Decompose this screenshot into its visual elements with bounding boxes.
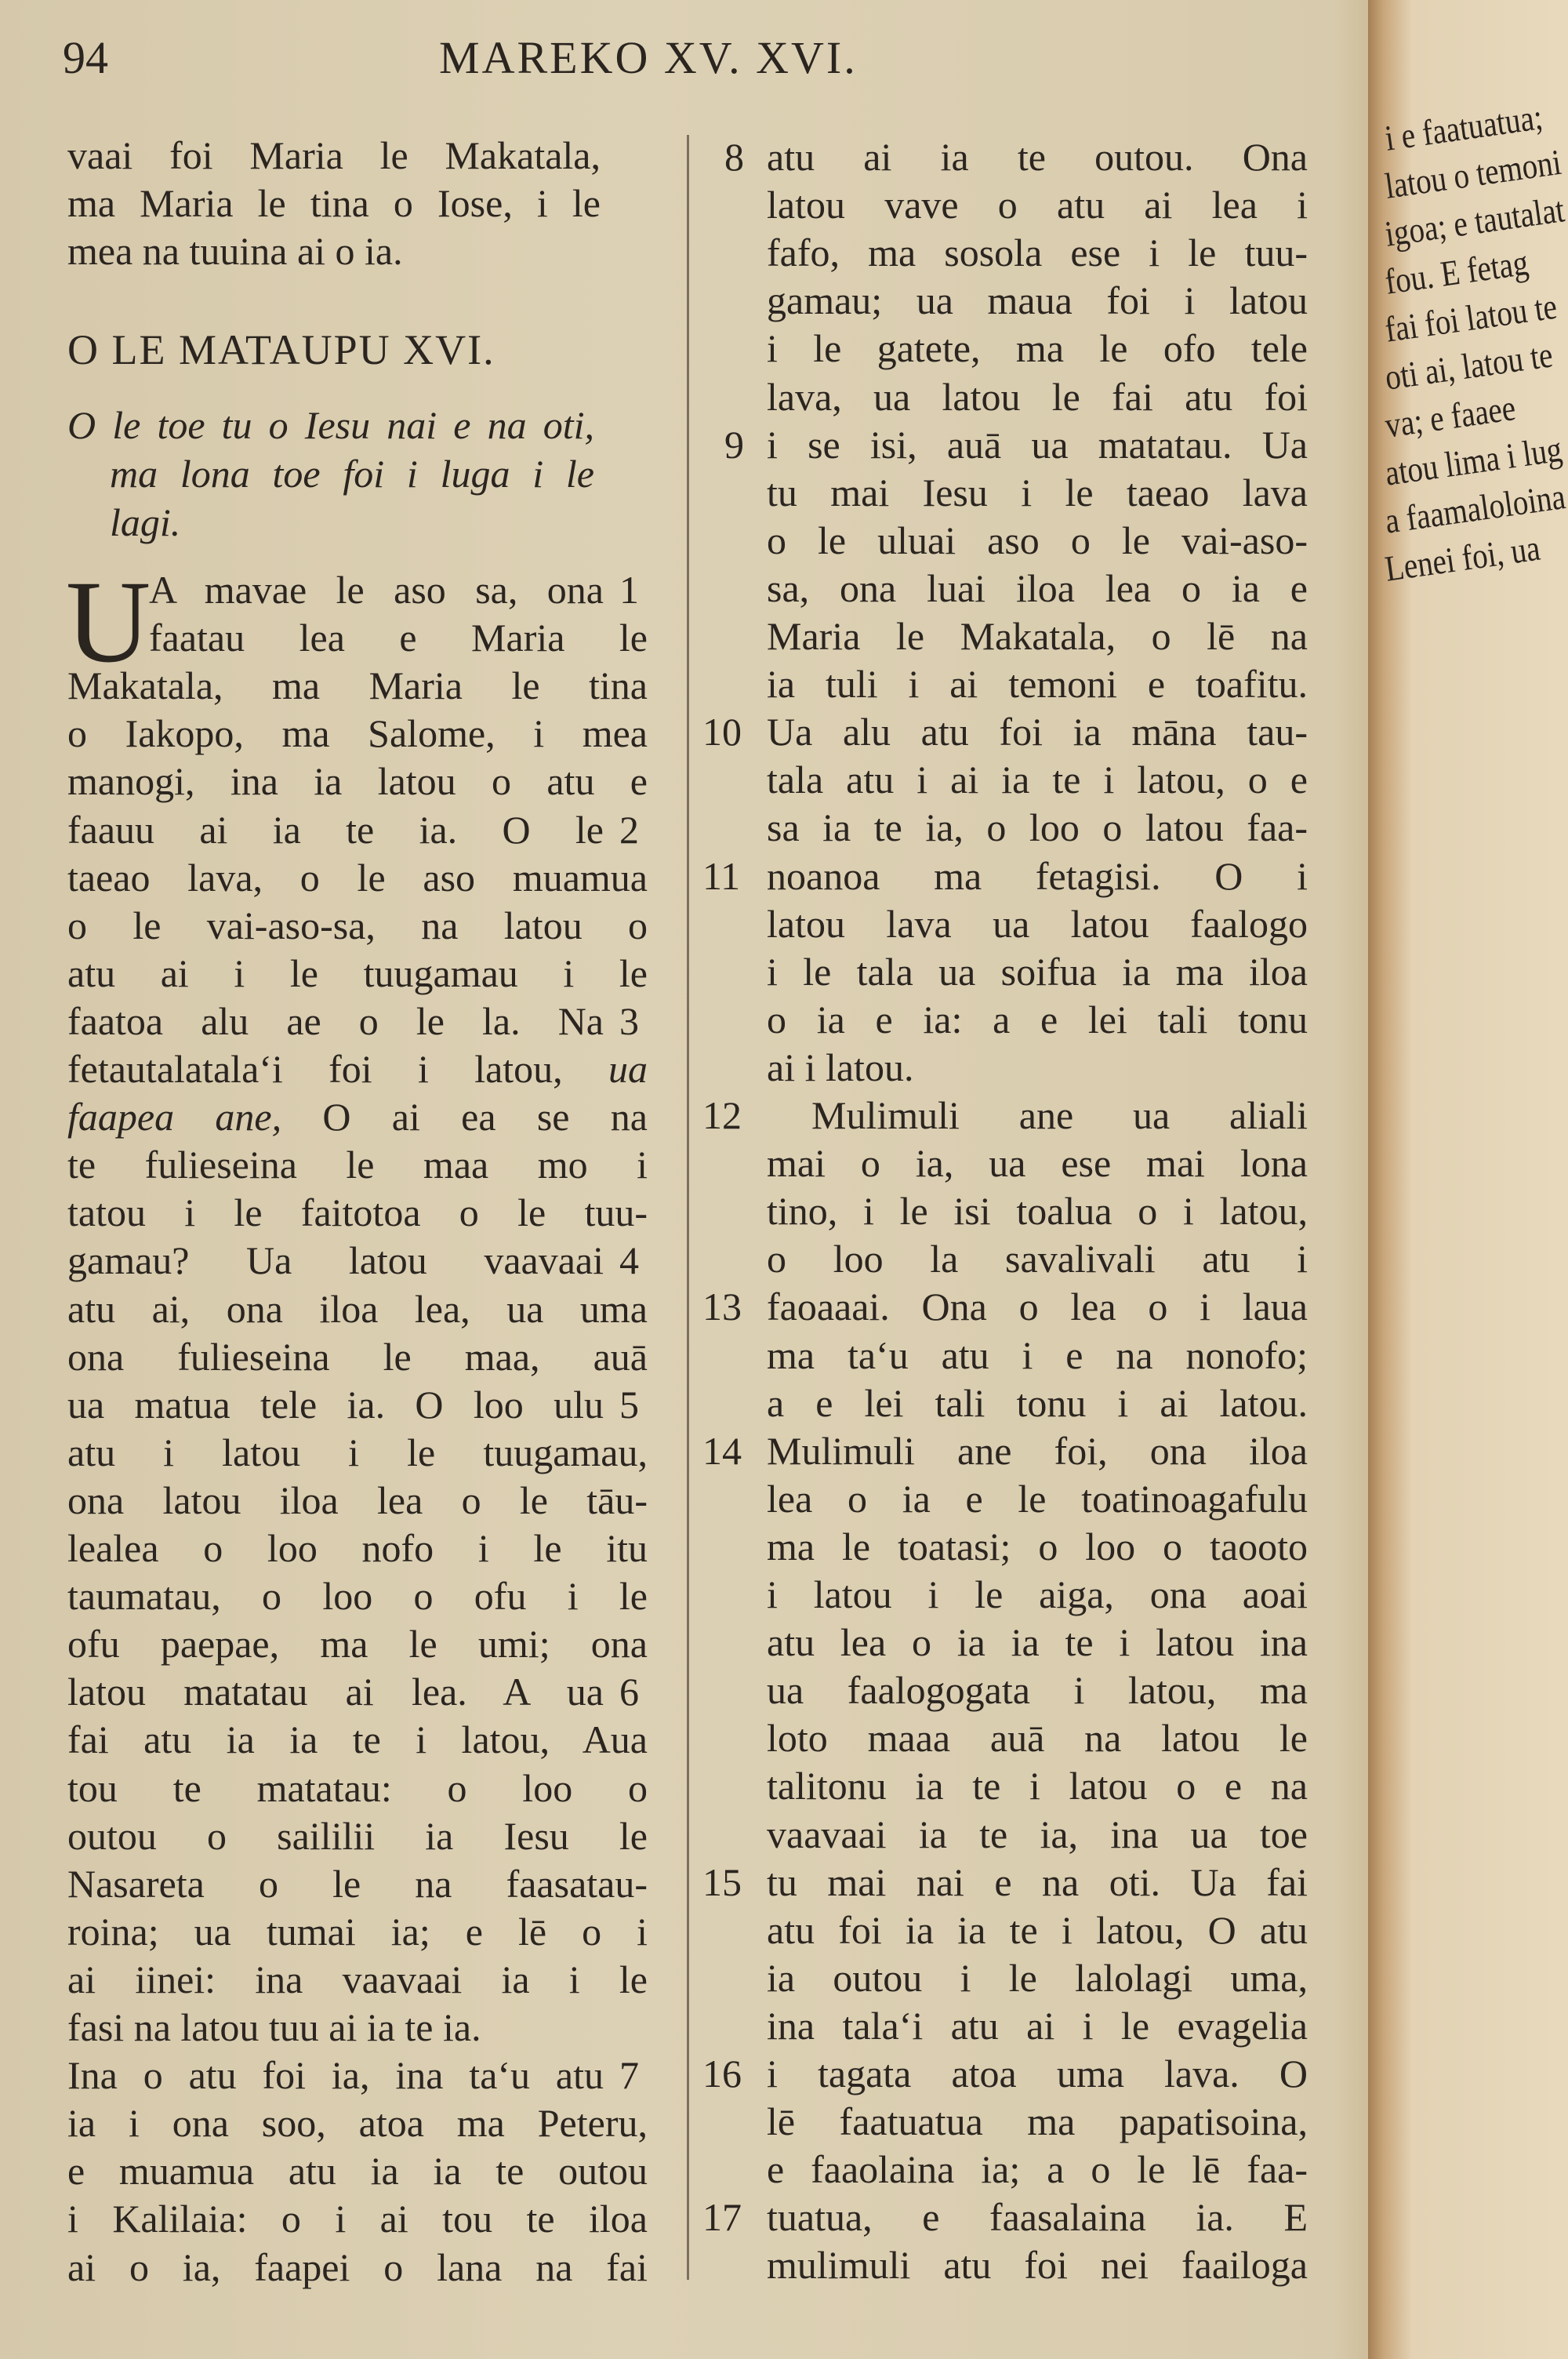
- verse-number: 8: [724, 135, 744, 179]
- body-line: i le tala ua soifua ia ma iloa: [767, 949, 1308, 994]
- body-line: fasi na latou tuu ai ia te ia.: [67, 2005, 481, 2049]
- body-line: atu ai ia te outou. Ona: [767, 135, 1308, 179]
- verse-number: 13: [702, 1285, 742, 1329]
- body-line: Nasareta o le na faasatau-: [67, 1861, 648, 1906]
- running-title: MAREKO XV. XVI.: [439, 32, 858, 83]
- facing-page-line: va; e faaee: [1382, 387, 1519, 445]
- chapter-summary-line: O le toe tu o Iesu nai e na oti,: [67, 403, 594, 447]
- verse-number: 7: [619, 2053, 639, 2098]
- body-line: ona latou iloa lea o le tāu-: [67, 1478, 648, 1522]
- verse-number: 5: [619, 1382, 639, 1427]
- facing-page-line: latou o temoni: [1382, 141, 1564, 206]
- body-line: lea o ia e le toatinoagafulu: [767, 1476, 1308, 1521]
- verse-number: 16: [702, 2052, 742, 2095]
- body-line: Makatala, ma Maria le tina: [67, 663, 648, 708]
- body-line: fetautalatalaʻi foi i latou, ua: [67, 1047, 648, 1091]
- body-line: lē faatuatua ma papatisoina,: [767, 2099, 1308, 2144]
- facing-page-line: igoa; e tautalat: [1382, 189, 1567, 254]
- body-line: sa ia te ia, o loo o latou faa-: [767, 805, 1308, 850]
- body-line: o Iakopo, ma Salome, i mea: [67, 711, 648, 756]
- body-line: outou o saililii ia Iesu le: [67, 1813, 648, 1858]
- verse-number: 11: [702, 853, 741, 898]
- body-line: tou te matatau: o loo o: [67, 1765, 648, 1810]
- body-line: ia outou i le lalolagi uma,: [767, 1955, 1308, 2000]
- body-line: noanoa ma fetagisi. O i: [767, 853, 1308, 898]
- body-line: i Kalilaia: o i ai tou te iloa: [67, 2197, 648, 2241]
- body-line: tu mai Iesu i le taeao lava: [767, 470, 1308, 514]
- body-line: ua faalogogata i latou, ma: [767, 1668, 1308, 1713]
- body-line: Ua alu atu foi ia māna tau-: [767, 710, 1308, 754]
- body-line: faoaaai. Ona o lea o i laua: [767, 1285, 1308, 1329]
- body-line: taumatau, o loo o ofu i le: [67, 1574, 648, 1619]
- body-line: Ina o atu foi ia, ina taʻu atu: [67, 2053, 604, 2098]
- body-line: A mavae le aso sa, ona: [149, 568, 604, 612]
- facing-page-edge: [1368, 0, 1568, 2359]
- body-line: talitonu ia te i latou o e na: [767, 1764, 1308, 1808]
- verse-number: 17: [702, 2195, 742, 2240]
- body-line: faapea ane, O ai ea se na: [67, 1095, 648, 1140]
- body-line: mai o ia, ua ese mai lona: [767, 1141, 1308, 1186]
- body-line: tino, i le isi toalua o i latou,: [767, 1189, 1308, 1234]
- body-line: ia tuli i ai temoni e toafitu.: [767, 662, 1308, 707]
- body-line: mulimuli atu foi nei faailoga: [767, 2243, 1308, 2288]
- column-divider: [687, 135, 689, 2280]
- body-line: ma le toatasi; o loo o taooto: [767, 1524, 1308, 1568]
- body-line: faatau lea e Maria le: [149, 616, 648, 660]
- body-line: fafo, ma sosola ese i le tuu-: [767, 231, 1308, 275]
- body-line: o le uluai aso o le vai-aso-: [767, 518, 1308, 562]
- body-line: atu foi ia ia te i latou, O atu: [767, 1907, 1308, 1952]
- body-line: atu ai i le tuugamau i le: [67, 951, 648, 995]
- body-line: latou matatau ai lea. A ua: [67, 1670, 604, 1714]
- chapter-summary-line: lagi.: [110, 500, 181, 544]
- body-line: e muamua atu ia ia te outou: [67, 2149, 648, 2194]
- body-line: ia i ona soo, atoa ma Peteru,: [67, 2101, 648, 2146]
- body-line: faauu ai ia te ia. O le: [67, 807, 604, 852]
- facing-page-line: oti ai, latou te: [1382, 334, 1555, 398]
- body-line: i latou i le aiga, ona aoai: [767, 1572, 1308, 1616]
- body-line: o le vai-aso-sa, na latou o: [67, 903, 648, 947]
- body-line: Mulimuli ane ua aliali: [811, 1093, 1308, 1137]
- italic-phrase: faapea ane,: [67, 1095, 282, 1140]
- facing-page-line: Lenei foi, ua: [1382, 527, 1543, 589]
- body-line: taeao lava, o le aso muamua: [67, 855, 648, 900]
- body-line: ina talaʻi atu ai i le evagelia: [767, 2003, 1308, 2048]
- body-line: atu i latou i le tuugamau,: [67, 1430, 648, 1474]
- body-line: tala atu i ai ia te i latou, o e: [767, 758, 1308, 802]
- body-line: ma taʻu atu i e na nonofo;: [767, 1332, 1308, 1377]
- verse-number: 2: [619, 807, 639, 852]
- body-line: ai iinei: ina vaavaai ia i le: [67, 1957, 648, 2001]
- body-line: latou lava ua latou faalogo: [767, 901, 1308, 946]
- italic-phrase: ua: [608, 1047, 648, 1091]
- body-line: atu ai, ona iloa lea, ua uma: [67, 1286, 648, 1331]
- body-line: ai i latou.: [767, 1045, 914, 1089]
- verse-number: 4: [619, 1238, 639, 1283]
- body-line: faatoa alu ae o le la. Na: [67, 998, 604, 1043]
- verse-number: 15: [702, 1859, 742, 1904]
- drop-cap: U: [66, 557, 151, 687]
- body-line: gamau; ua maua foi i latou: [767, 278, 1308, 323]
- body-line: roina; ua tumai ia; e lē o i: [67, 1909, 648, 1954]
- verse-number: 10: [702, 710, 742, 754]
- verse-number: 1: [619, 568, 639, 612]
- body-line: i tagata atoa uma lava. O: [767, 2052, 1308, 2095]
- verse-number: 12: [702, 1093, 742, 1137]
- body-line: ma Maria le tina o Iose, i le: [67, 181, 601, 226]
- body-line: latou vave o atu ai lea i: [767, 183, 1308, 227]
- body-line: a e lei tali tonu i ai latou.: [767, 1380, 1308, 1425]
- verse-number: 3: [619, 998, 639, 1043]
- body-line: Mulimuli ane foi, ona iloa: [767, 1428, 1308, 1473]
- verse-number: 14: [702, 1428, 742, 1473]
- body-line: tu mai nai e na oti. Ua fai: [767, 1859, 1308, 1904]
- body-line: atu lea o ia ia te i latou ina: [767, 1620, 1308, 1665]
- body-line: lava, ua latou le fai atu foi: [767, 374, 1308, 419]
- body-line: ai o ia, faapei o lana na fai: [67, 2245, 648, 2289]
- body-line: tatou i le faitotoa o le tuu-: [67, 1190, 648, 1235]
- facing-page-line: a faamaloloina: [1382, 476, 1568, 541]
- body-line: te fulieseina le maa mo i: [67, 1143, 648, 1187]
- verse-number: 6: [619, 1670, 639, 1714]
- body-line: fai atu ia ia te i latou, Aua: [67, 1717, 648, 1762]
- body-line: sa, ona luai iloa lea o ia e: [767, 565, 1308, 610]
- body-line: gamau? Ua latou vaavaai: [67, 1238, 604, 1283]
- body-line: ona fulieseina le maa, auā: [67, 1334, 648, 1379]
- body-line: vaai foi Maria le Makatala,: [67, 133, 601, 177]
- body-line: vaavaai ia te ia, ina ua toe: [767, 1812, 1308, 1856]
- body-line: lealea o loo nofo i le itu: [67, 1526, 648, 1570]
- body-line: o loo la savalivali atu i: [767, 1237, 1308, 1281]
- body-line: ofu paepae, ma le umi; ona: [67, 1622, 648, 1667]
- body-line: o ia e ia: a e lei tali tonu: [767, 997, 1308, 1041]
- facing-page-line: i e faatuatua;: [1382, 96, 1545, 158]
- body-line: i le gatete, ma le ofo tele: [767, 326, 1308, 371]
- body-line: i se isi, auā ua matatau. Ua: [767, 422, 1308, 467]
- facing-page-line: fou. E fetag: [1382, 242, 1531, 302]
- facing-page-line: atou lima i lug: [1382, 428, 1565, 493]
- body-line: mea na tuuina ai o ia.: [67, 229, 403, 274]
- facing-page-line: fai foi latou te: [1382, 285, 1559, 350]
- body-line: Maria le Makatala, o lē na: [767, 614, 1308, 658]
- body-line: manogi, ina ia latou o atu e: [67, 759, 648, 804]
- body-line: e faaolaina ia; a o le lē faa-: [767, 2147, 1308, 2192]
- body-line: loto maaa auā na latou le: [767, 1716, 1308, 1761]
- chapter-heading: O LE MATAUPU XVI.: [67, 326, 495, 373]
- body-line: tuatua, e faasalaina ia. E: [767, 2195, 1308, 2240]
- page-number: 94: [63, 32, 108, 83]
- chapter-summary-line: ma lona toe foi i luga i le: [110, 452, 594, 496]
- body-line: ua matua tele ia. O loo ulu: [67, 1382, 604, 1427]
- verse-number: 9: [724, 422, 744, 467]
